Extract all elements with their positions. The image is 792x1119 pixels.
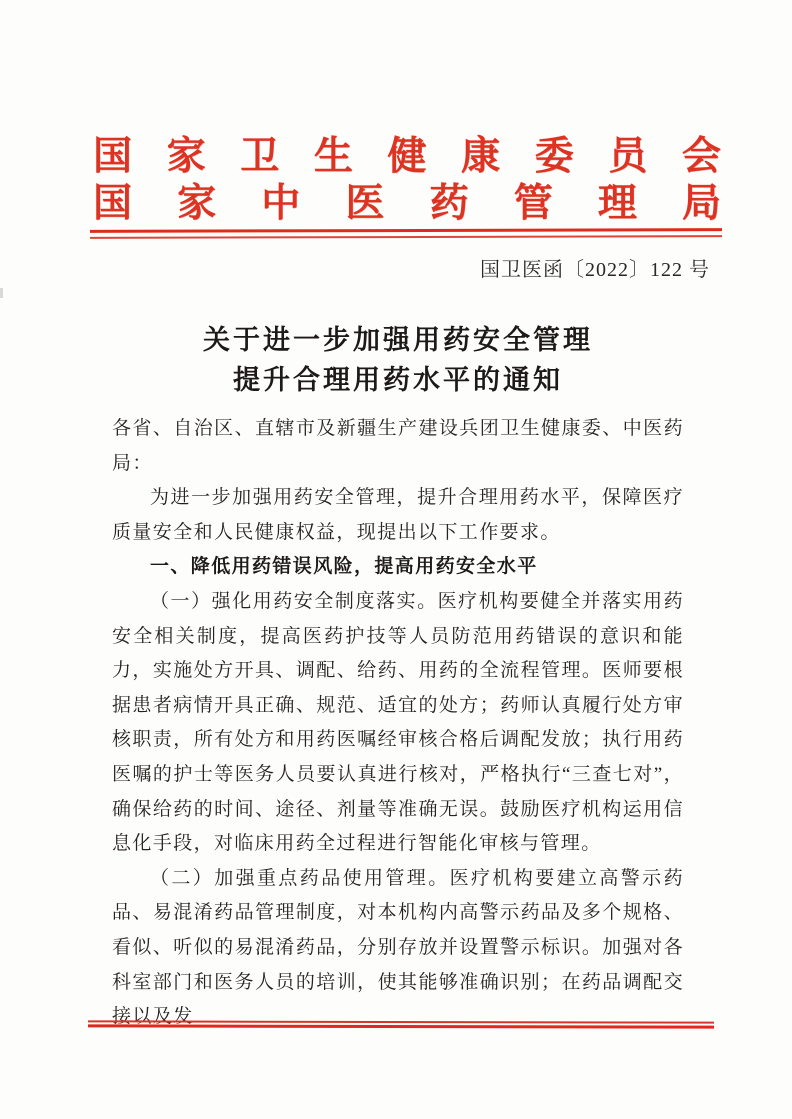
- section1-heading: 一、降低用药错误风险，提高用药安全水平: [150, 556, 538, 578]
- section1-paragraph1: （一）强化用药安全制度落实。医疗机构要健全并落实用药安全相关制度，提高医药护技等人员防范用药错误的意识和能力，实施处方开具、调配、给药、用药的全流程管理。医师要根据患者病情开具正确、规范、适宜的处方；药师认真履行处方审核职责，所有处方和用药医嘱经审核合格后调配发放；执行用药医嘱的护士等医务人员要认真进行核对，严格执行“三查七对”，确保给药的时间、途径、剂量等准确无误。鼓励医疗机构运用信息化手段，对临床用药全过程进行智能化审核与管理。: [112, 590, 684, 855]
- document-title-line1: 关于进一步加强用药安全管理: [203, 325, 593, 355]
- document-number: 国卫医函〔2022〕122 号: [480, 259, 710, 281]
- salutation: 各省、自治区、直辖市及新疆生产建设兵团卫生健康委、中医药局：: [112, 418, 684, 474]
- scan-artifact: [0, 288, 3, 298]
- document-body: [112, 412, 684, 1035]
- letterhead-agency-line2: 国 家 中 医 药 管 理 局: [93, 182, 721, 225]
- letterhead-agency-line1: 国 家 卫 生 健 康 委 员 会: [93, 135, 721, 178]
- letterhead-double-rule: [90, 228, 722, 239]
- section1-paragraph2: （二）加强重点药品使用管理。医疗机构要建立高警示药品、易混淆药品管理制度，对本机构内高警示药品及多个规格、看似、听似的易混淆药品，分别存放并设置警示标识。加强对各科室部门和医务人员的培训，使其能够准确识别；在药品调配交接以及发: [112, 867, 684, 1028]
- letterhead: [93, 133, 721, 227]
- document-title: [112, 320, 684, 400]
- intro-paragraph: 为进一步加强用药安全管理，提升合理用药水平，保障医疗质量安全和人民健康权益，现提出以下工作要求。: [112, 487, 684, 543]
- footer-red-rule: [88, 1020, 714, 1028]
- document-title-line2: 提升合理用药水平的通知: [233, 365, 563, 395]
